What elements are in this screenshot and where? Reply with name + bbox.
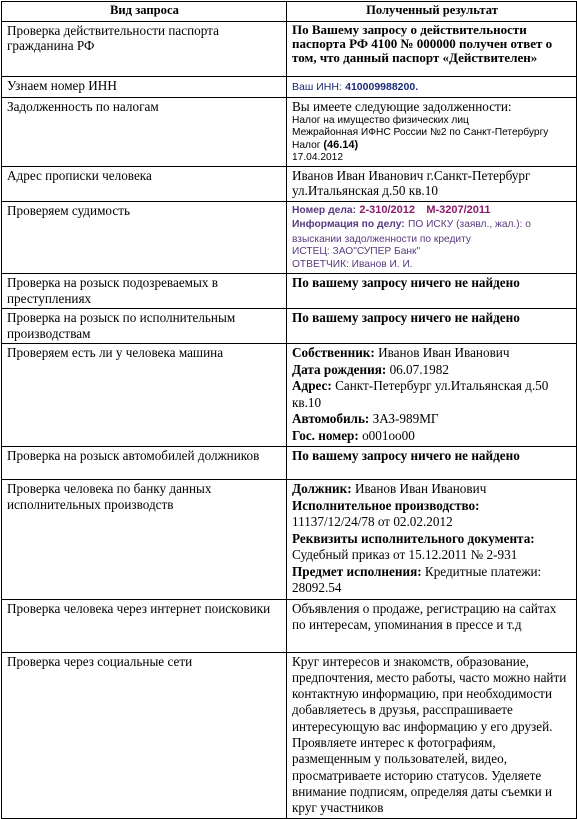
table-row [2,166,577,201]
table-row [2,21,577,76]
header-row [2,2,577,22]
defendant: ОТВЕТЧИК: Иванов И. И. [292,258,413,270]
inn-value: 410009988200. [345,80,419,93]
header-result: Полученный результат [287,2,577,22]
plate: о001оо00 [362,427,415,443]
doc-label: Реквизиты исполнительного документа: [292,530,535,546]
request-cell: Проверка через социальные сети [2,652,287,819]
result-cell: Круг интересов и знакомств, образование, предпочтения, место работы, часто можно найти контактную информацию, при необходимости добавляетесь в друзья, расспрашиваете интересующую вас информацию у его друзей. Проявляете интерес к фотографиям, размещенным у пользователей, видео, просматриваете историю статусов. Уделяете внимание подписям, определяя даты съемки и круг участников [287,652,577,819]
address: Санкт-Петербург ул.Итальянская д.50 кв.10 [292,378,549,410]
debtor-line [292,481,572,498]
debt-line: Налог на имущество физических лиц [292,114,469,126]
dob-line [292,362,572,379]
proceeding-label: Исполнительное производство: [292,497,480,513]
request-cell: Задолженность по налогам [2,98,287,167]
request-cell: Проверка на розыск подозреваемых в преступлениях [2,274,287,309]
request-cell: Проверка человека через интернет поисковики [2,599,287,652]
table-row [2,480,577,600]
result-cell [287,480,577,600]
result-cell: Объявления о продаже, регистрацию на сайтах по интересам, упоминания в прессе и т.д [287,599,577,652]
debt-amount-label: Налог [292,139,321,151]
case-number-alt: М-3207/2011 [426,203,491,216]
result-cell: По Вашему запросу о действительности паспорта РФ 4100 № 000000 получен ответ о том, что данный паспорт «Действителен» [287,21,577,76]
car-line [292,411,572,428]
car-label: Автомобиль: [292,411,370,426]
case-info: ПО ИСКУ (заявл., жал.): о взыскании задолженности по кредиту [292,219,531,245]
table-row [2,98,577,167]
request-cell: Проверка действительности паспорта гражданина РФ [2,21,287,76]
table-row [2,274,577,309]
case-info-label: Информация по делу: [292,219,405,230]
result-cell: По вашему запросу ничего не найдено [287,309,577,344]
result-cell: По вашему запросу ничего не найдено [287,447,577,480]
address-line [292,378,572,411]
plaintiff: ИСТЕЦ: ЗАО"СУПЕР Банк" [292,246,421,257]
case-number-label: Номер дела: [292,204,357,216]
proceeding: 11137/12/24/78 от 02.02.2012 [292,514,453,529]
table-row [2,599,577,652]
address-label: Адрес: [292,378,332,393]
result-cell [287,201,577,274]
subject: Кредитные платежи: 28092.54 [292,563,542,595]
result-cell: По вашему запросу ничего не найдено [287,274,577,309]
table-row [2,76,577,98]
result-cell [287,98,577,167]
result-cell: Иванов Иван Иванович г.Санкт-Петербург ул.Итальянская д.50 кв.10 [287,166,577,201]
request-cell: Проверка на розыск по исполнительным производствам [2,309,287,344]
case-number: 2-310/2012 [359,203,416,216]
dob: 06.07.1982 [389,361,449,377]
request-cell: Проверяем судимость [2,201,287,274]
table-row [2,201,577,274]
debtor: Иванов Иван Иванович [354,481,487,496]
table-row [2,309,577,344]
car: ЗАЗ-989МГ [372,411,439,426]
inn-label: Ваш ИНН: [292,80,342,93]
table-row [2,447,577,480]
request-cell: Проверяем есть ли у человека машина [2,344,287,447]
request-cell: Проверка человека по банку данных исполнительных производств [2,480,287,600]
owner: Иванов Иван Иванович [378,345,510,360]
debt-date: 17.04.2012 [292,151,343,163]
result-cell [287,344,577,447]
header-request: Вид запроса [2,2,287,22]
request-cell: Адрес прописки человека [2,166,287,201]
subject-label: Предмет исполнения: [292,563,422,579]
owner-line [292,345,572,362]
plate-label: Гос. номер: [292,427,359,443]
debt-amount-line [292,139,572,152]
case-info-line [292,217,572,246]
result-cell [287,76,577,98]
request-cell: Узнаем номер ИНН [2,76,287,98]
dob-label: Дата рождения: [292,361,387,377]
request-cell: Проверка на розыск автомобилей должников [2,447,287,480]
debtor-label: Должник: [292,481,352,496]
debt-heading: Вы имеете следующие задолженности: [292,99,512,114]
debt-amount: (46.14) [323,138,359,151]
results-table [1,1,577,819]
table-row [2,344,577,447]
owner-label: Собственник: [292,345,375,360]
doc: Судебный приказ от 15.12.2011 № 2-931 [292,547,518,562]
plate-line [292,428,572,445]
debt-line: Межрайонная ИФНС России №2 по Санкт-Петербургу [292,126,549,138]
subject-line [292,564,572,597]
table-row [2,652,577,819]
case-number-line [292,203,572,218]
